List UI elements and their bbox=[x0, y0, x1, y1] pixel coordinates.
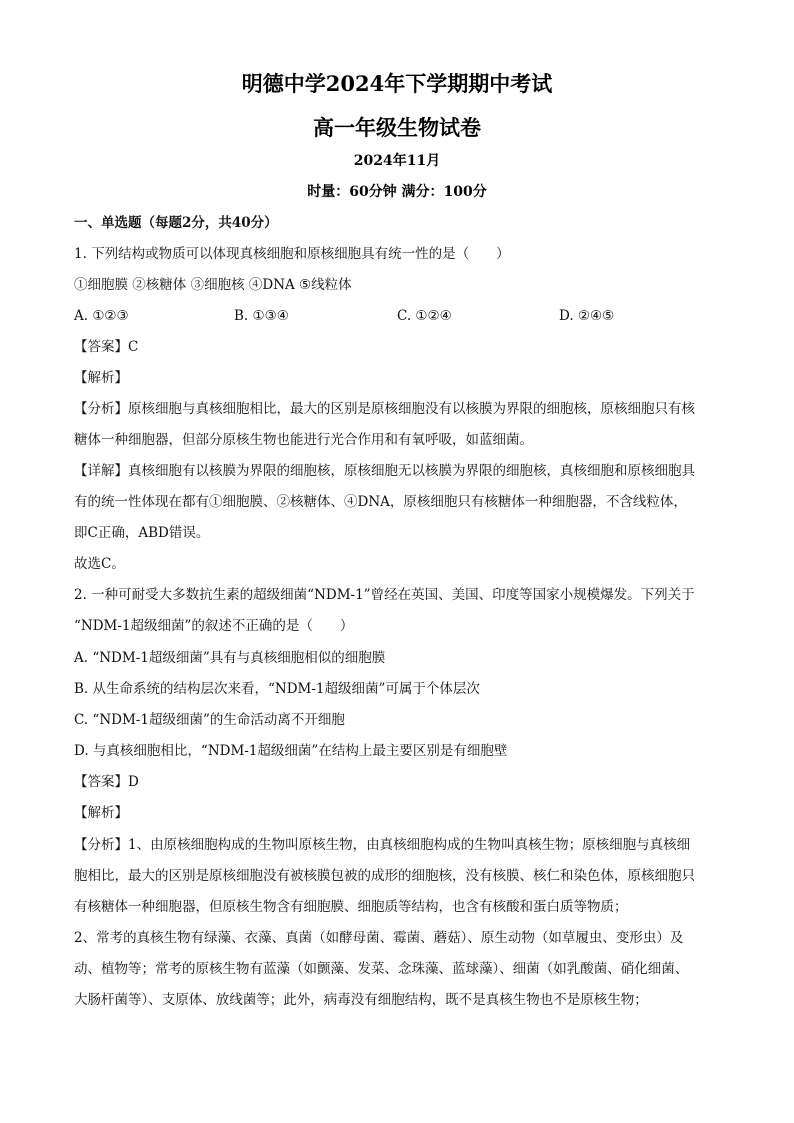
q2-option-c: C. “NDM-1超级细菌”的生命活动离不开细胞 bbox=[74, 712, 345, 728]
q1-option-c: C. ①②④ bbox=[397, 308, 452, 324]
q1-items: ①细胞膜 ②核糖体 ③细胞核 ④DNA ⑤线粒体 bbox=[74, 277, 352, 293]
q2-answer: 【答案】D bbox=[74, 774, 139, 790]
q2-option-d: D. 与真核细胞相比，“NDM-1超级细菌”在结构上最主要区别是有细胞壁 bbox=[74, 743, 508, 759]
exam-title: 明德中学2024年下学期期中考试 bbox=[241, 71, 553, 96]
q2-fenxi-line: 大肠杆菌等）、支原体、放线菌等；此外，病毒没有细胞结构，既不是真核生物也不是原核生物； bbox=[74, 992, 648, 1008]
q2-fenxi-line: 2、常考的真核生物有绿藻、衣藻、真菌（如酵母菌、霉菌、蘑菇）、原生动物（如草履虫、变形虫）及 bbox=[74, 930, 684, 946]
q1-analysis-label: 【解析】 bbox=[74, 370, 128, 386]
q2-fenxi-line: 动、植物等；常考的原核生物有蓝藻（如颤藻、发菜、念珠藻、蓝球藻）、细菌（如乳酸菌、硝化细菌、 bbox=[74, 961, 689, 977]
q2-stem-line: “NDM-1超级细菌”的叙述不正确的是（ ） bbox=[74, 618, 354, 634]
q1-xiangjie-line: 【详解】真核细胞有以核膜为界限的细胞核，原核细胞无以核膜为界限的细胞核，真核细胞和原核细胞具 bbox=[74, 463, 695, 479]
q1-answer: 【答案】C bbox=[74, 339, 139, 355]
q1-fenxi-line: 糖体一种细胞器，但部分原核生物也能进行光合作用和有氧呼吸，如蓝细菌。 bbox=[74, 432, 533, 448]
section-heading: 一、单选题（每题2分，共40分） bbox=[74, 215, 278, 231]
q2-analysis-label: 【解析】 bbox=[74, 805, 128, 821]
q1-option-b: B. ①③④ bbox=[234, 308, 289, 324]
q2-stem-line: 2. 一种可耐受大多数抗生素的超级细菌“NDM-1”曾经在英国、美国、印度等国家小规模爆发。下列关于 bbox=[74, 587, 695, 603]
q1-option-a: A. ①②③ bbox=[74, 308, 129, 324]
q2-fenxi-line: 【分析】1、由原核细胞构成的生物叫原核生物，由真核细胞构成的生物叫真核生物；原核细胞与真核细 bbox=[74, 837, 691, 853]
q1-option-d: D. ②④⑤ bbox=[559, 308, 615, 324]
exam-date: 2024年11月 bbox=[353, 153, 441, 169]
q2-option-b: B. 从生命系统的结构层次来看，“NDM-1超级细菌”可属于个体层次 bbox=[74, 681, 480, 697]
q1-xiangjie-line: 有的统一性体现在都有①细胞膜、②核糖体、④DNA，原核细胞只有核糖体一种细胞器，不含线粒体， bbox=[74, 494, 687, 510]
time-and-score: 时量：60分钟 满分：100分 bbox=[307, 184, 487, 200]
q1-xiangjie-line: 即C正确，ABD错误。 bbox=[74, 525, 210, 541]
q1-conclusion: 故选C。 bbox=[74, 556, 125, 572]
q2-fenxi-line: 有核糖体一种细胞器，但原核生物含有细胞膜、细胞质等结构，也含有核酸和蛋白质等物质； bbox=[74, 899, 628, 915]
q1-fenxi-line: 【分析】原核细胞与真核细胞相比，最大的区别是原核细胞没有以核膜为界限的细胞核，原核细胞只有核 bbox=[74, 401, 695, 417]
paper-title: 高一年级生物试卷 bbox=[313, 115, 481, 140]
q1-stem: 1. 下列结构或物质可以体现真核细胞和原核细胞具有统一性的是（ ） bbox=[74, 246, 510, 262]
q2-option-a: A. “NDM-1超级细菌”具有与真核细胞相似的细胞膜 bbox=[74, 650, 386, 666]
q2-fenxi-line: 胞相比，最大的区别是原核细胞没有被核膜包被的成形的细胞核，没有核膜、核仁和染色体，原核细胞只 bbox=[74, 868, 695, 884]
